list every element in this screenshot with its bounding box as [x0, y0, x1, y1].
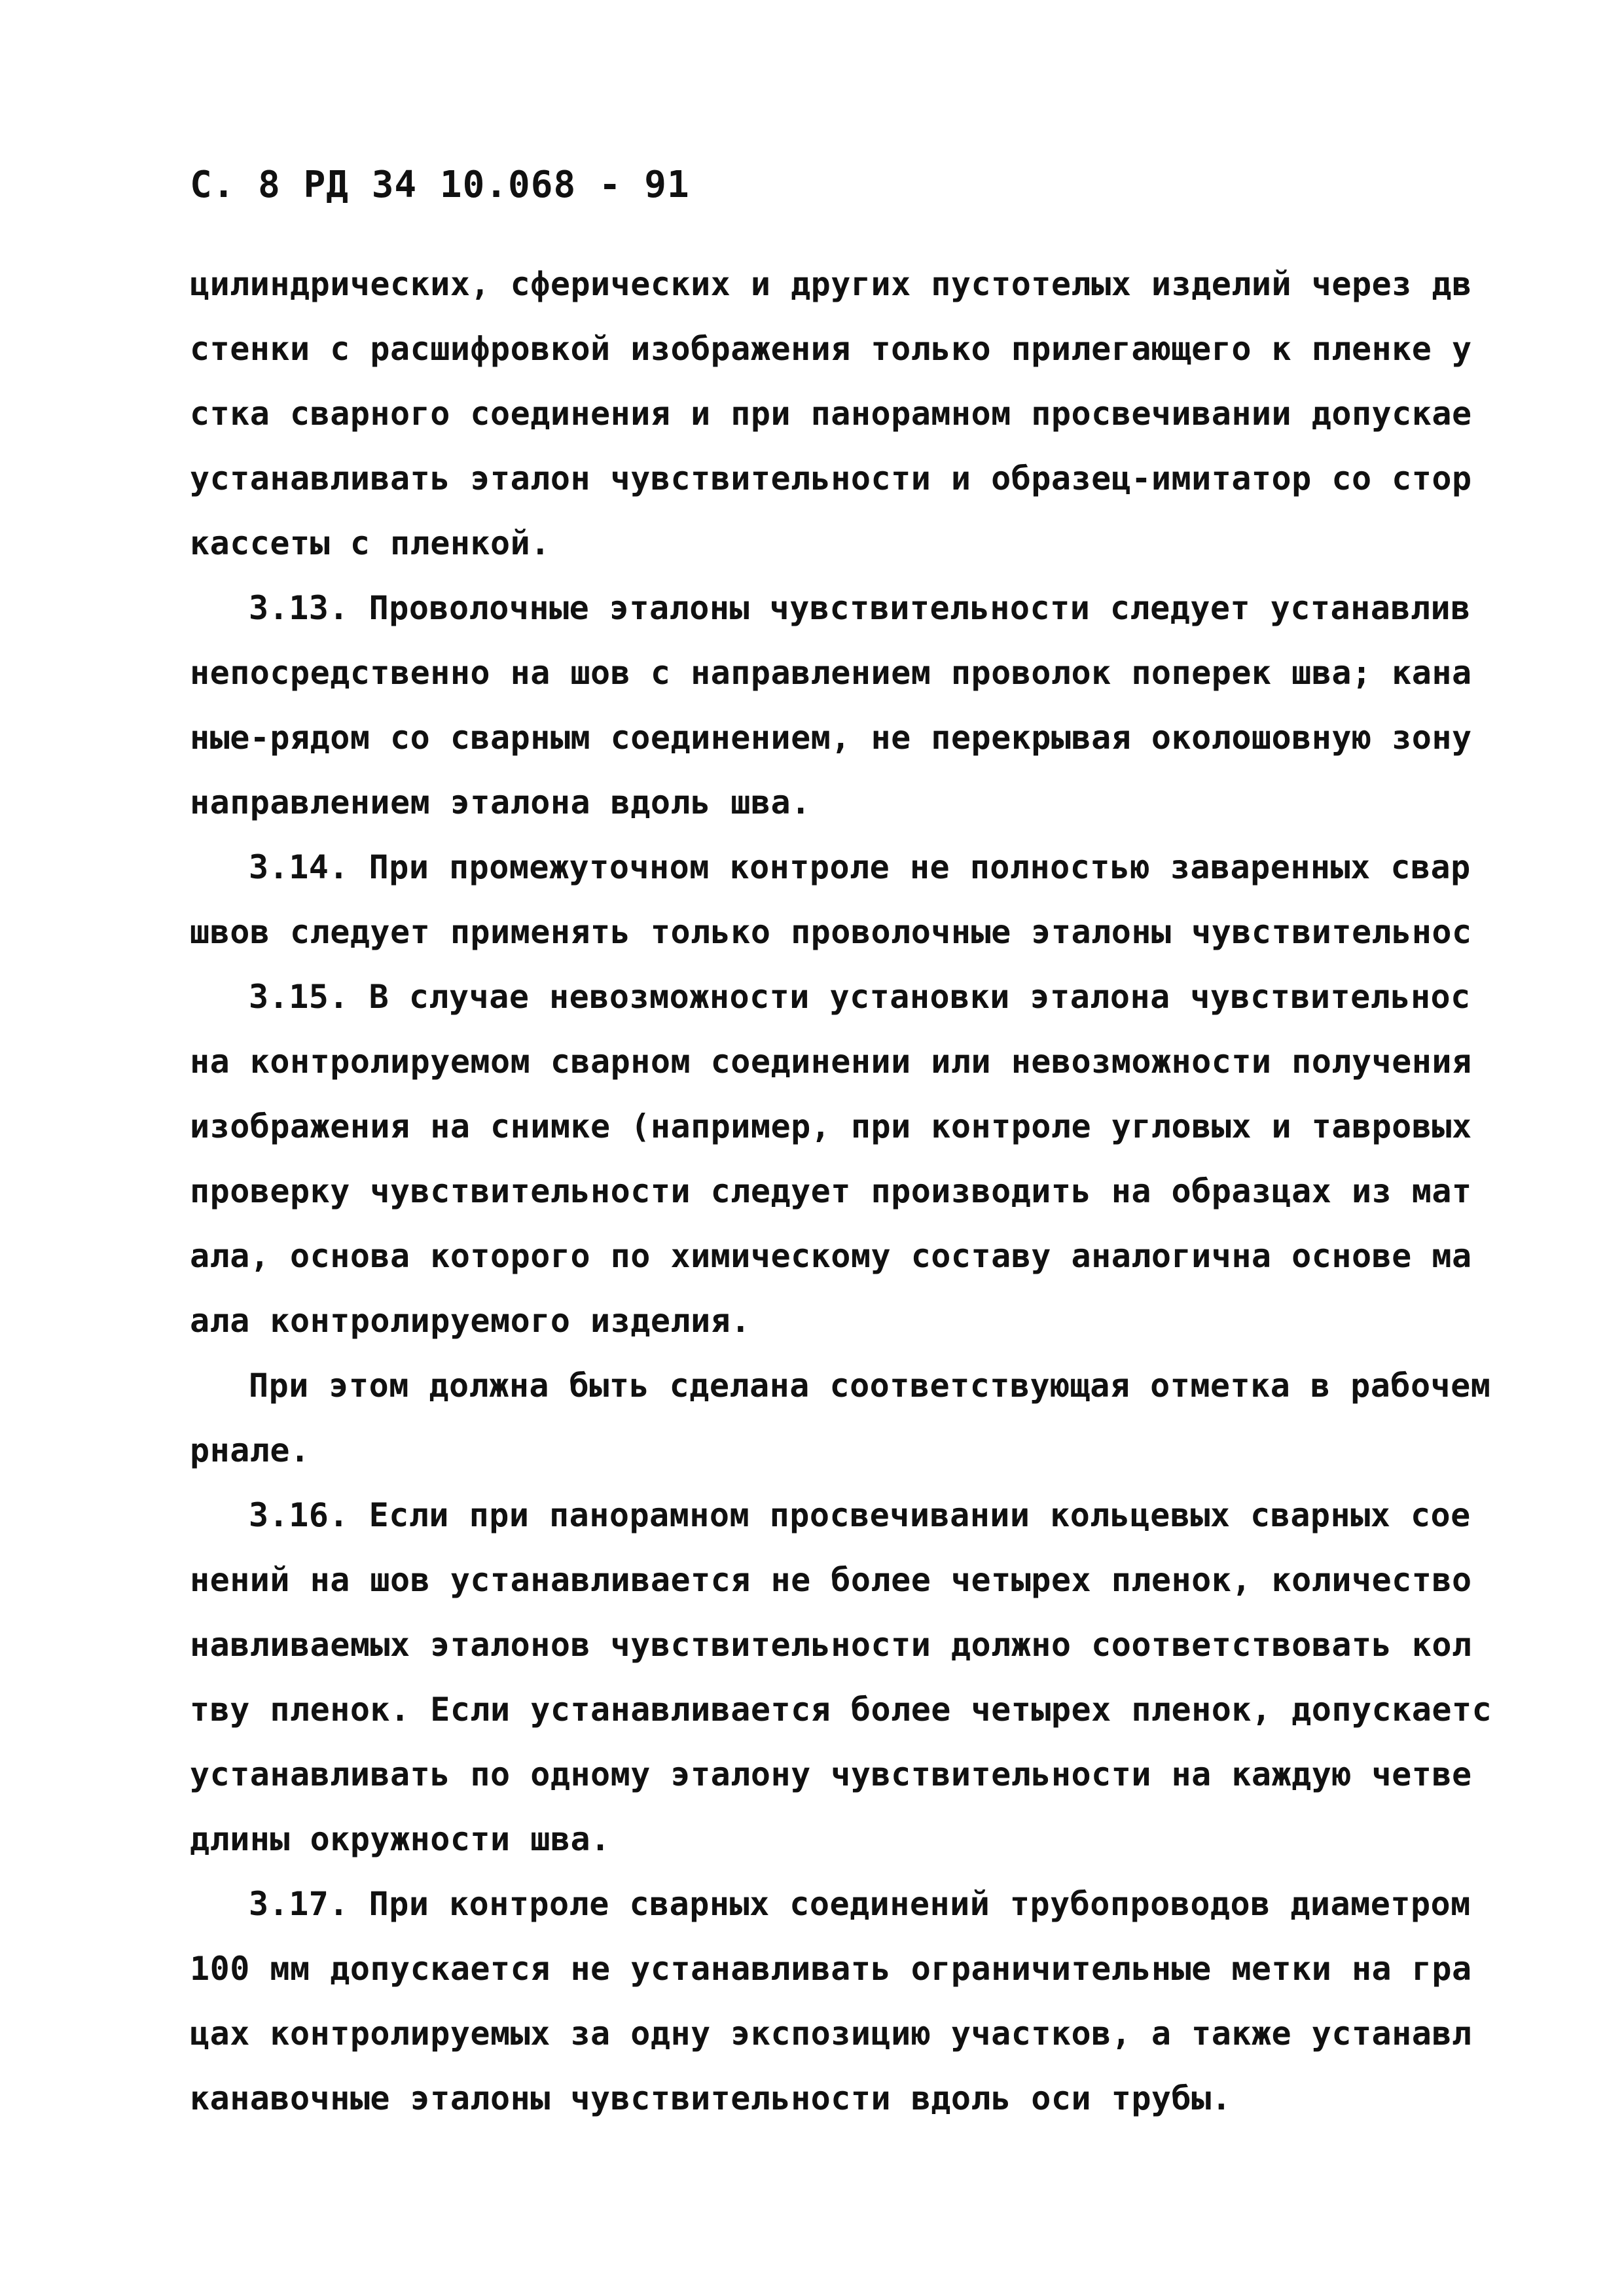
- text-line-18: При этом должна быть сделана соответствующая отметка в рабочем: [249, 1367, 1491, 1405]
- text-line-1: цилиндрических, сферических и других пустотелых изделий через дв: [190, 265, 1472, 303]
- text-line-28: цах контролируемых за одну экспозицию участков, а также устанавл: [190, 2015, 1472, 2053]
- text-line-20: 3.16. Если при панорамном просвечивании кольцевых сварных сое: [249, 1496, 1471, 1534]
- text-line-14: изображения на снимке (например, при контроле угловых и тавровых: [190, 1107, 1472, 1145]
- text-line-8: ные-рядом со сварным соединением, не перекрывая околошовную зону: [190, 719, 1472, 757]
- text-line-3: стка сварного соединения и при панорамном просвечивании допускае: [190, 395, 1472, 433]
- page-header: С. 8 РД 34 10.068 - 91: [190, 164, 690, 206]
- text-line-6: 3.13. Проволочные эталоны чувствительности следует устанавлив: [249, 589, 1471, 627]
- text-line-9: направлением эталона вдоль шва.: [190, 783, 811, 821]
- text-line-7: непосредственно на шов с направлением проволок поперек шва; кана: [190, 654, 1472, 692]
- text-line-12: 3.15. В случае невозможности установки эталона чувствительнос: [249, 978, 1471, 1016]
- text-line-11: швов следует применять только проволочные эталоны чувствительнос: [190, 913, 1472, 951]
- text-line-26: 3.17. При контроле сварных соединений трубопроводов диаметром: [249, 1885, 1471, 1923]
- text-line-19: рнале.: [190, 1431, 310, 1469]
- text-line-13: на контролируемом сварном соединении или невозможности получения: [190, 1043, 1472, 1081]
- text-line-2: стенки с расшифровкой изображения только прилегающего к пленке у: [190, 330, 1472, 368]
- text-line-16: ала, основа которого по химическому составу аналогична основе ма: [190, 1237, 1472, 1275]
- text-line-22: навливаемых эталонов чувствительности должно соответствовать кол: [190, 1626, 1472, 1664]
- text-line-21: нений на шов устанавливается не более четырех пленок, количество: [190, 1561, 1472, 1599]
- text-line-23: тву пленок. Если устанавливается более четырех пленок, допускаетс: [190, 1691, 1492, 1729]
- text-line-5: кассеты с пленкой.: [190, 524, 550, 562]
- text-line-10: 3.14. При промежуточном контроле не полностью заваренных свар: [249, 848, 1471, 886]
- text-line-24: устанавливать по одному эталону чувствительности на каждую четве: [190, 1755, 1472, 1793]
- text-line-27: 100 мм допускается не устанавливать ограничительные метки на гра: [190, 1950, 1472, 1988]
- text-line-25: длины окружности шва.: [190, 1820, 611, 1858]
- text-line-17: ала контролируемого изделия.: [190, 1302, 751, 1340]
- text-line-4: устанавливать эталон чувствительности и образец-имитатор со стор: [190, 459, 1472, 497]
- text-line-15: проверку чувствительности следует производить на образцах из мат: [190, 1172, 1472, 1210]
- text-line-29: канавочные эталоны чувствительности вдоль оси трубы.: [190, 2079, 1232, 2117]
